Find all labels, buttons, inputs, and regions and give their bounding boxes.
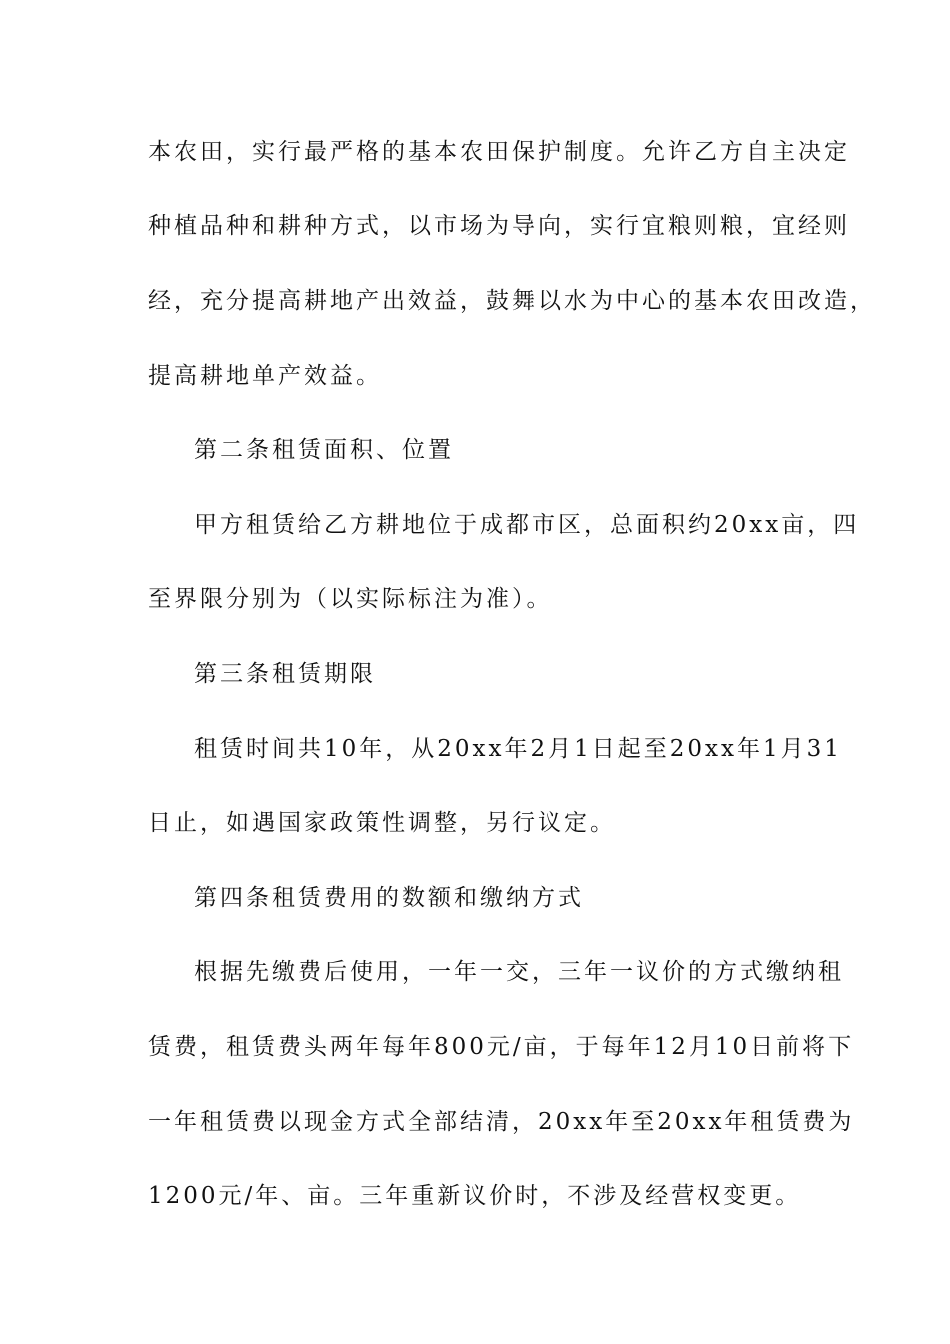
paragraph-line: 甲方租赁给乙方耕地位于成都市区，总面积约20xx亩，四 — [194, 512, 860, 538]
paragraph-line: 赁费，租赁费头两年每年800元/亩，于每年12月10日前将下 — [148, 1034, 855, 1060]
paragraph-line: 一年租赁费以现金方式全部结清，20xx年至20xx年租赁费为 — [148, 1109, 855, 1135]
paragraph-line: 经，充分提高耕地产出效益，鼓舞以水为中心的基本农田改造， — [148, 288, 876, 314]
paragraph-line: 日止，如遇国家政策性调整，另行议定。 — [148, 810, 616, 836]
paragraph-line: 种植品种和耕种方式，以市场为导向，实行宜粮则粮，宜经则 — [148, 213, 850, 239]
paragraph-line: 1200元/年、亩。三年重新议价时，不涉及经营权变更。 — [148, 1183, 802, 1209]
paragraph-line: 至界限分别为（以实际标注为准）。 — [148, 586, 553, 612]
paragraph-line: 本农田，实行最严格的基本农田保护制度。允许乙方自主决定 — [148, 139, 850, 165]
paragraph-line: 根据先缴费后使用，一年一交，三年一议价的方式缴纳租 — [194, 959, 844, 985]
section-heading: 第四条租赁费用的数额和缴纳方式 — [194, 885, 584, 911]
section-heading: 第二条租赁面积、位置 — [194, 437, 454, 463]
section-heading: 第三条租赁期限 — [194, 661, 376, 687]
paragraph-line: 提高耕地单产效益。 — [148, 363, 382, 389]
paragraph-line: 租赁时间共10年，从20xx年2月1日起至20xx年1月31 — [194, 736, 842, 762]
